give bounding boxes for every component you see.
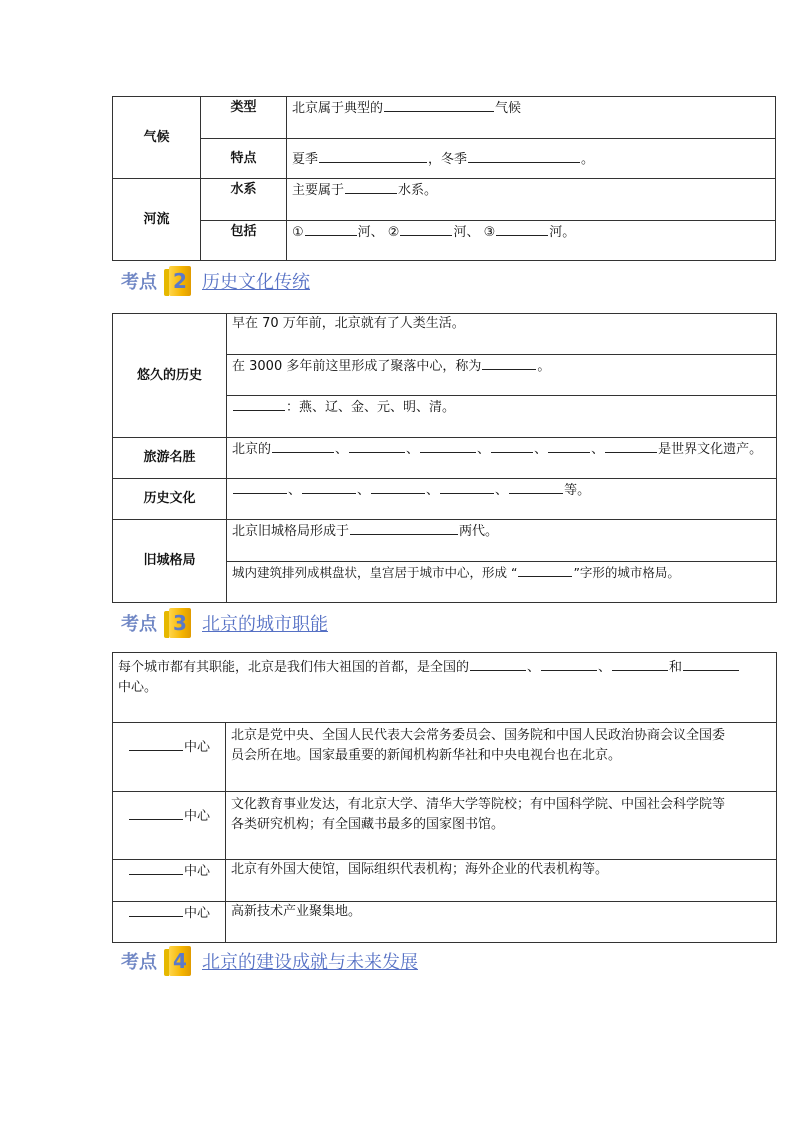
blank-field[interactable]: [129, 736, 183, 751]
river-label: 河流: [113, 179, 201, 261]
function-intro: 每个城市都有其职能，北京是我们伟大祖国的首都，是全国的 、 、 和 中心。: [113, 653, 777, 723]
section-title: 历史文化传统: [202, 272, 310, 293]
blank-field[interactable]: [129, 860, 183, 875]
history-line-1: 早在 70 万年前，北京就有了人类生活。: [227, 314, 777, 355]
oldcity-label: 旧城格局: [113, 520, 227, 603]
climate-river-table: [112, 96, 776, 261]
city-function-table: [112, 652, 777, 943]
tourism-label: 旅游名胜: [113, 438, 227, 479]
blank-field[interactable]: [468, 148, 580, 163]
blank-field[interactable]: [350, 520, 458, 535]
blank-field[interactable]: [612, 656, 668, 671]
center-label-3: 中心: [113, 860, 226, 902]
blank-field[interactable]: [683, 656, 739, 671]
culture-text: 、 、 、 、 等。: [227, 479, 777, 520]
blank-field[interactable]: [491, 438, 533, 453]
kaodian-label: 考点: [121, 272, 157, 293]
blank-field[interactable]: [470, 656, 526, 671]
climate-label: 气候: [113, 97, 201, 179]
blank-field[interactable]: [371, 479, 425, 494]
feature-label: 特点: [201, 139, 287, 179]
culture-label: 历史文化: [113, 479, 227, 520]
blank-field[interactable]: [129, 805, 183, 820]
blank-field[interactable]: [345, 179, 397, 194]
include-label: 包括: [201, 221, 287, 261]
center-desc-3: 北京有外国大使馆，国际组织代表机构；海外企业的代表机构等。: [226, 860, 777, 902]
blank-field[interactable]: [605, 438, 657, 453]
blank-field[interactable]: [305, 221, 357, 236]
blank-field[interactable]: [302, 479, 356, 494]
center-label-4: 中心: [113, 902, 226, 943]
history-culture-table: [112, 313, 777, 603]
type-label: 类型: [201, 97, 287, 139]
blank-field[interactable]: [482, 355, 536, 370]
blank-field[interactable]: [496, 221, 548, 236]
section-title: 北京的城市职能: [202, 614, 328, 635]
number-2-icon: 2: [169, 266, 191, 296]
history-line-3: ：燕、辽、金、元、明、清。: [227, 396, 777, 438]
blank-field[interactable]: [272, 438, 334, 453]
number-4-icon: 4: [169, 946, 191, 976]
feature-text: 夏季 ，冬季 。: [287, 139, 776, 179]
blank-field[interactable]: [541, 656, 597, 671]
kaodian-label: 考点: [121, 952, 157, 973]
water-system-label: 水系: [201, 179, 287, 221]
history-line-2: 在 3000 多年前这里形成了聚落中心，称为 。: [227, 355, 777, 396]
blank-field[interactable]: [400, 221, 452, 236]
section-heading-history: [121, 264, 310, 298]
blank-field[interactable]: [319, 148, 427, 163]
blank-field[interactable]: [518, 562, 572, 577]
center-label-2: 中心: [113, 792, 226, 860]
oldcity-line-2: 城内建筑排列成棋盘状，皇宫居于城市中心，形成 “ ”字形的城市格局。: [227, 562, 777, 603]
section-heading-development: [121, 944, 418, 978]
number-3-icon: 3: [169, 608, 191, 638]
blank-field[interactable]: [233, 396, 285, 411]
center-desc-4: 高新技术产业聚集地。: [226, 902, 777, 943]
section-title: 北京的建设成就与未来发展: [202, 952, 418, 973]
history-label: 悠久的历史: [113, 314, 227, 438]
blank-field[interactable]: [509, 479, 563, 494]
blank-field[interactable]: [129, 902, 183, 917]
water-system-text: 主要属于 水系。: [287, 179, 776, 221]
tourism-text: 北京的 、 、 、 、 、 是世界文化遗产。: [227, 438, 777, 479]
section-heading-city-function: [121, 606, 328, 640]
blank-field[interactable]: [233, 479, 287, 494]
center-label-1: 中心: [113, 723, 226, 792]
blank-field[interactable]: [548, 438, 590, 453]
include-text: ① 河、 ② 河、 ③ 河。: [287, 221, 776, 261]
oldcity-line-1: 北京旧城格局形成于 两代。: [227, 520, 777, 562]
blank-field[interactable]: [420, 438, 476, 453]
center-desc-1: 北京是党中央、全国人民代表大会常务委员会、国务院和中国人民政治协商会议全国委 员会所在地。国家最重要的新闻机构新华社和中央电视台也在北京。: [226, 723, 777, 792]
type-text: 北京属于典型的 气候: [287, 97, 776, 139]
blank-field[interactable]: [384, 97, 494, 112]
blank-field[interactable]: [440, 479, 494, 494]
blank-field[interactable]: [349, 438, 405, 453]
center-desc-2: 文化教育事业发达，有北京大学、清华大学等院校；有中国科学院、中国社会科学院等 各类研究机构；有全国藏书最多的国家图书馆。: [226, 792, 777, 860]
kaodian-label: 考点: [121, 614, 157, 635]
